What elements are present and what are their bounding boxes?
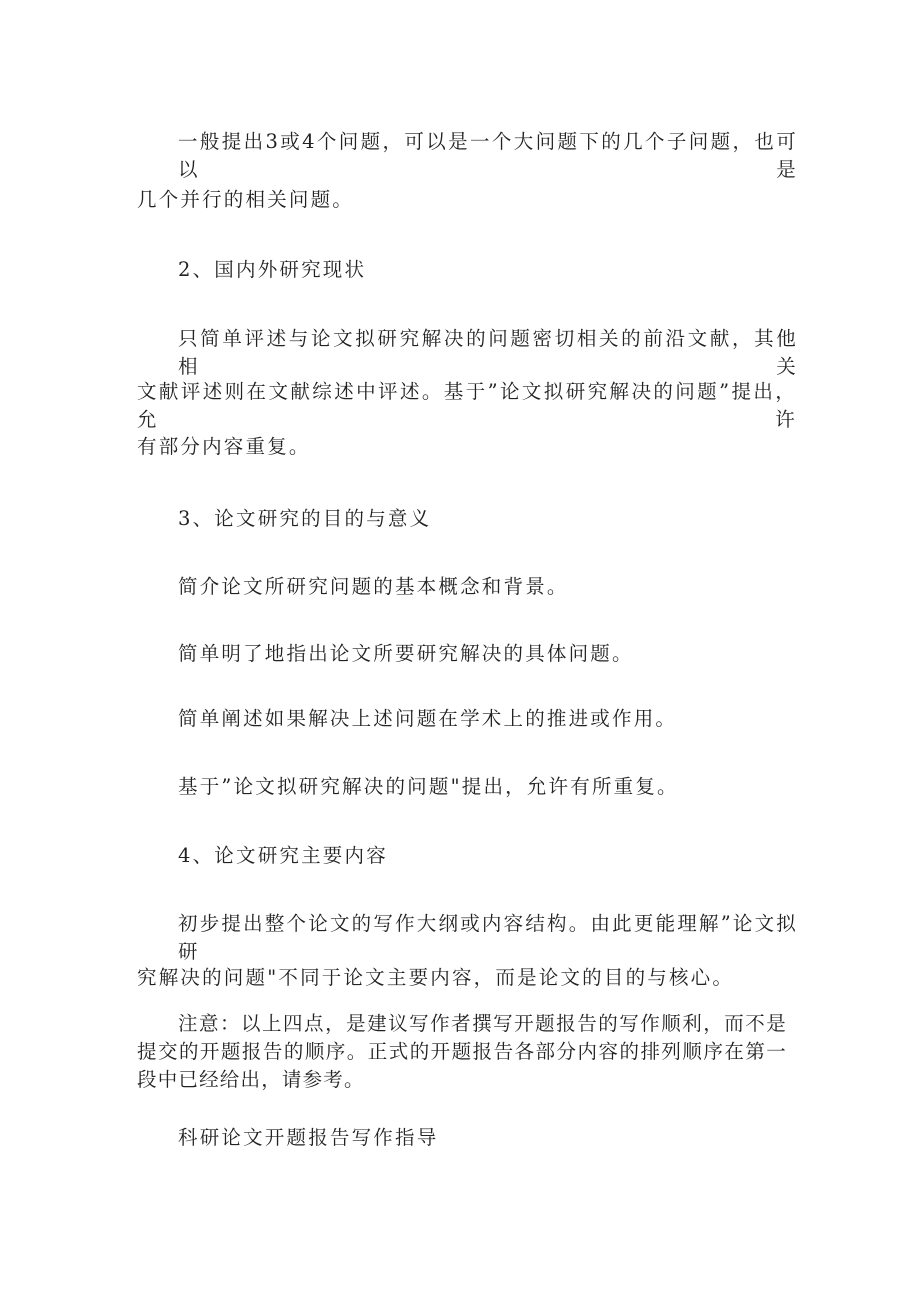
section2-para-line3: 有部分内容重复。	[137, 435, 311, 458]
section2-para-line2: 文献评述则在文献综述中评述。基于”论文拟研究解决的问题”提出，允许	[137, 380, 797, 431]
heading-purpose-significance: 3、论文研究的目的与意义	[178, 507, 432, 530]
section3-item: 基于”论文拟研究解决的问题"提出，允许有所重复。	[178, 775, 679, 798]
heading-domestic-foreign-research: 2、国内外研究现状	[178, 258, 367, 281]
next-section-title: 科研论文开题报告写作指导	[178, 1126, 439, 1149]
section4-para-line2: 究解决的问题"不同于论文主要内容，而是论文的目的与核心。	[137, 966, 735, 989]
section2-para-line1: 只简单评述与论文拟研究解决的问题密切相关的前沿文献，其他相关	[178, 327, 798, 378]
section4-para-line1: 初步提出整个论文的写作大纲或内容结构。由此更能理解”论文拟研	[178, 912, 798, 963]
section1-para-line1: 一般提出3或4个问题，可以是一个大问题下的几个子问题，也可以是	[178, 130, 798, 181]
section1-para-line2: 几个并行的相关问题。	[137, 188, 355, 211]
section3-item: 简单阐述如果解决上述问题在学术上的推进或作用。	[178, 707, 678, 730]
section3-item: 简介论文所研究问题的基本概念和背景。	[178, 575, 569, 598]
heading-main-content: 4、论文研究主要内容	[178, 844, 388, 867]
note-paragraph: 注意：以上四点，是建议写作者撰写开题报告的写作顺利，而不是提交的开题报告的顺序。正式的开题报告各部分内容的排列顺序在第一段中已经给出，请参考。	[137, 1012, 787, 1091]
section3-item: 简单明了地指出论文所要研究解决的具体问题。	[178, 642, 634, 665]
